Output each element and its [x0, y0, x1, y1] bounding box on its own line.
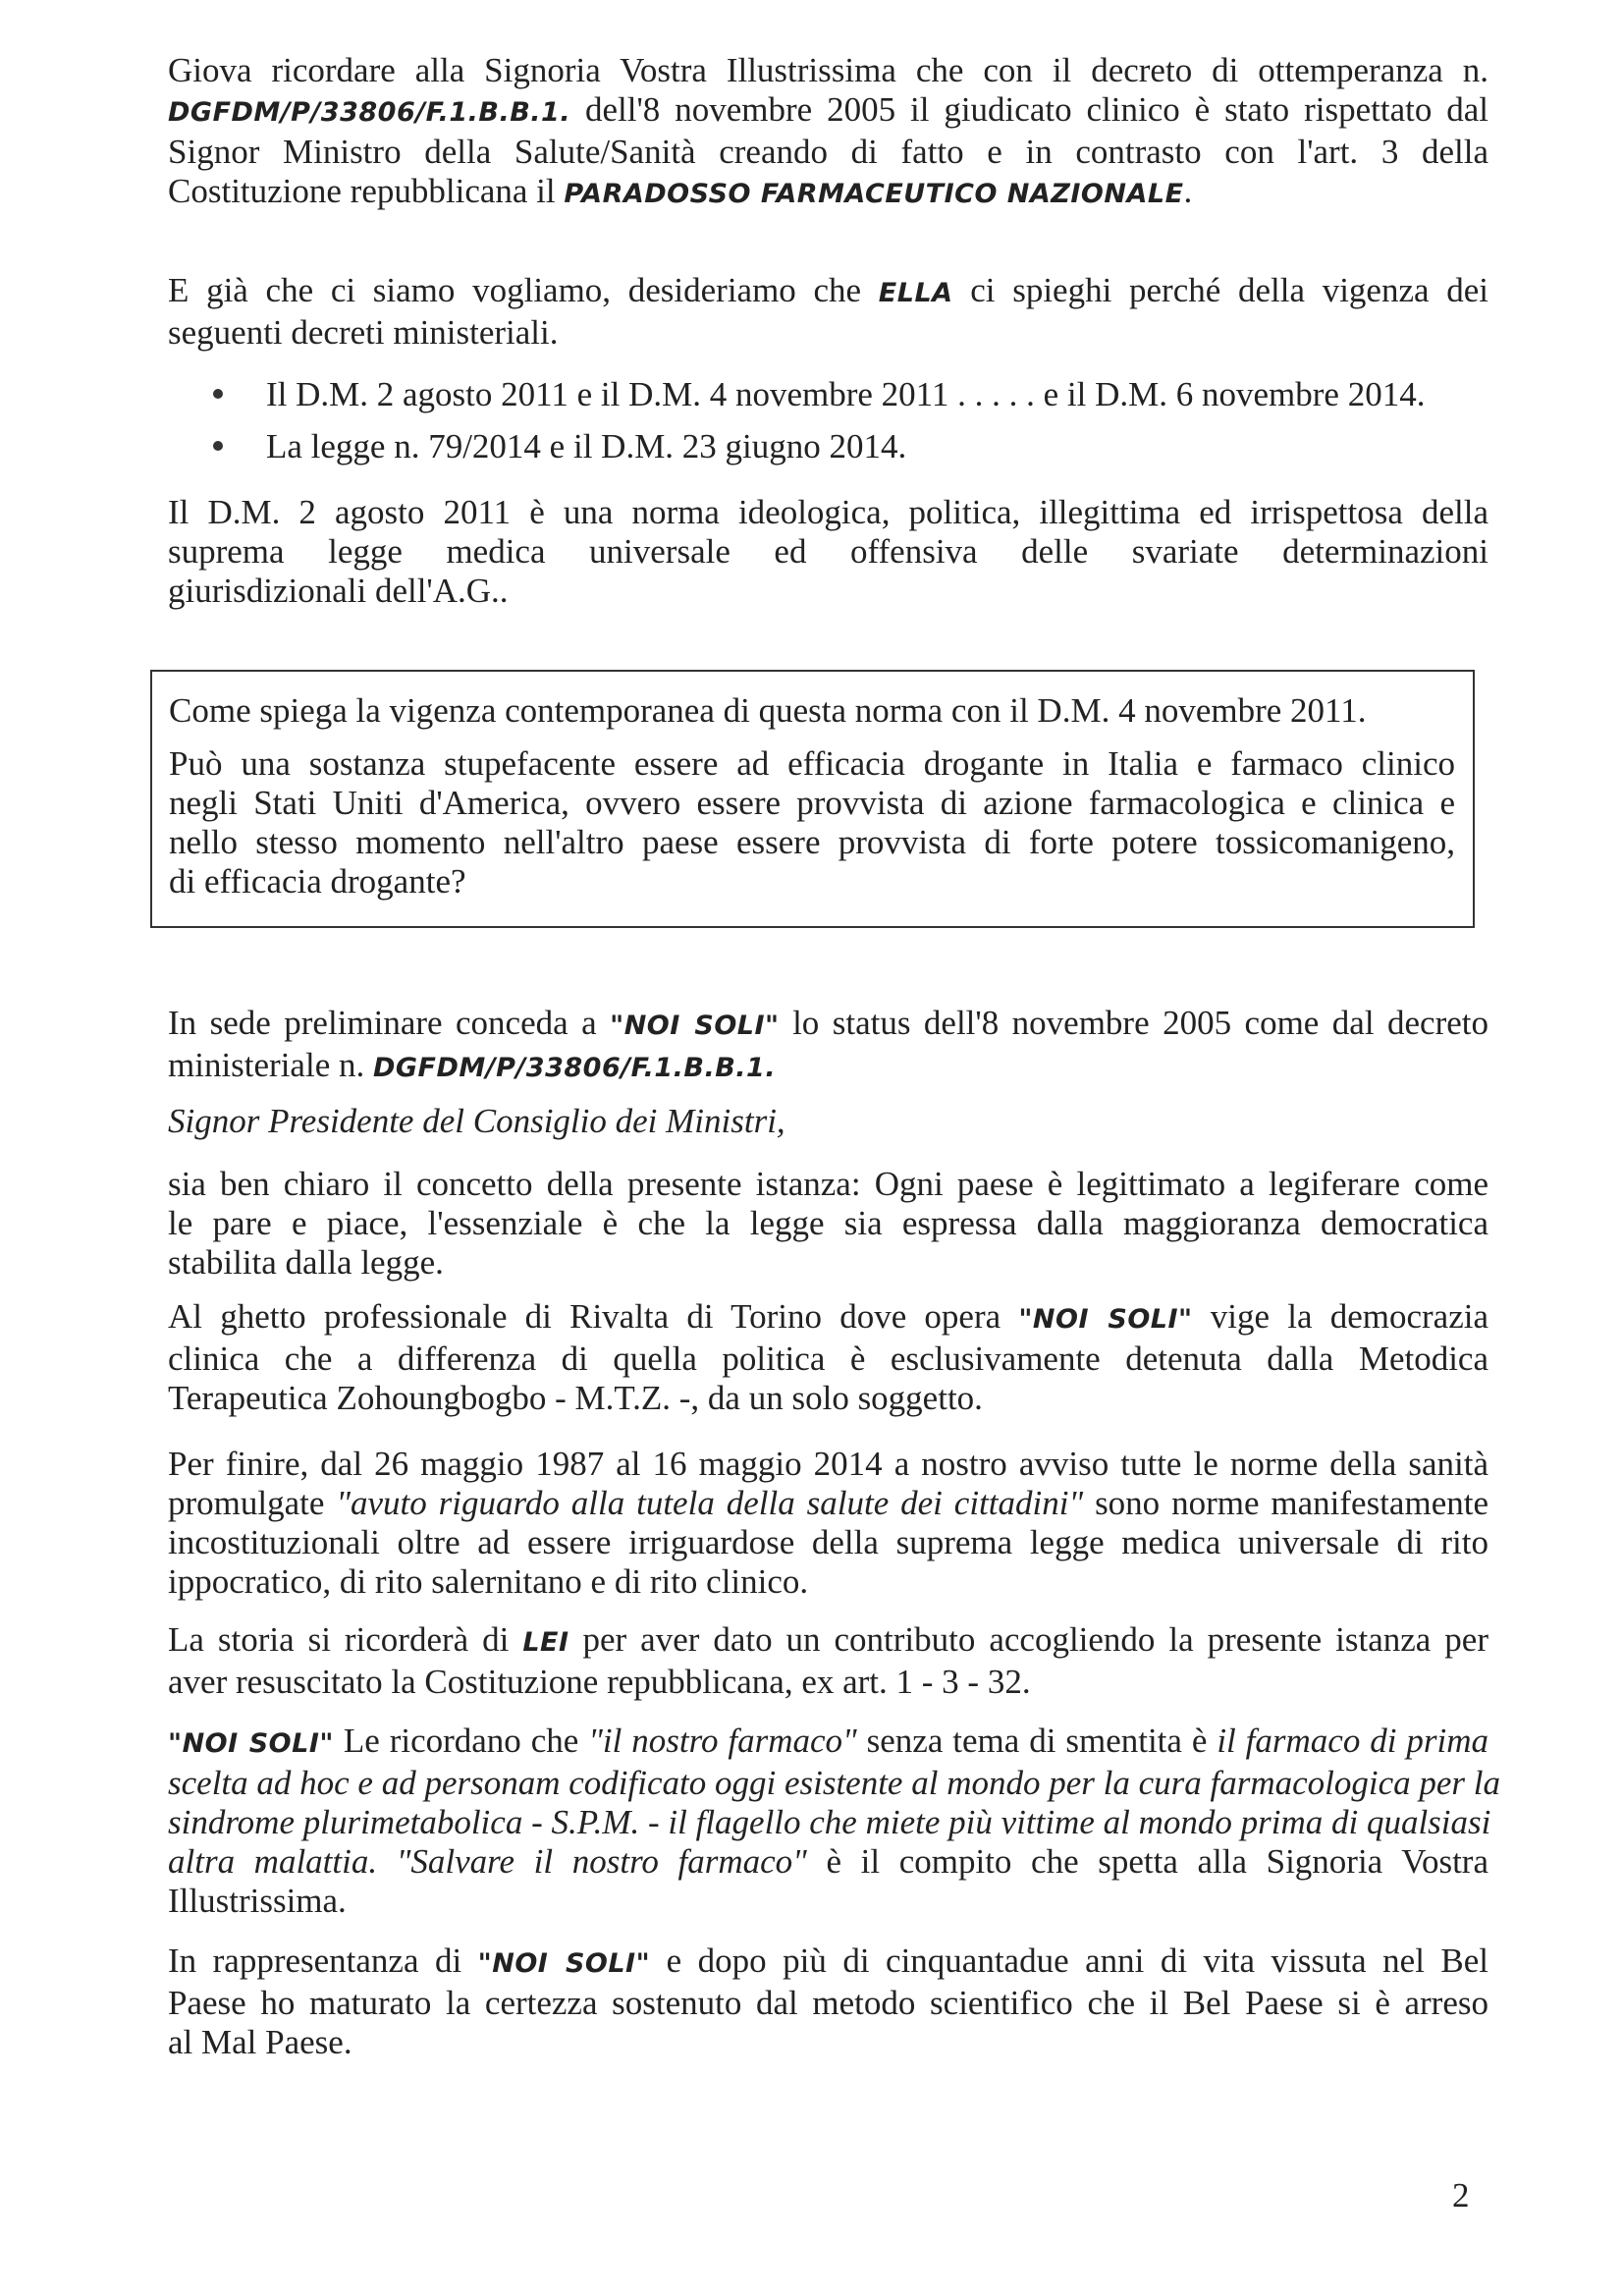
text-line: Il D.M. 2 agosto 2011 è una norma ideologica, politica, illegittima ed irrispettosa della — [168, 493, 1488, 531]
emphasis-paradox: PARADOSSO FARMACEUTICO NAZIONALE — [564, 179, 1184, 209]
text-line: clinica che a differenza di quella politica è esclusivamente detenuta dalla Metodica — [168, 1339, 1488, 1378]
text-line: giurisdizionali dell'A.G.. — [168, 572, 509, 610]
quote-italic: "avuto riguardo alla tutela della salute dei cittadini" — [336, 1484, 1084, 1522]
text-line: incostituzionali oltre ad essere irriguardose della suprema legge medica universale di rito — [168, 1523, 1488, 1561]
text-line: nello stesso momento nell'altro paese essere provvista di forte potere tossicomanigeno, — [169, 823, 1455, 861]
list-item: Il D.M. 2 agosto 2011 e il D.M. 4 novembre 2011 . . . . . e il D.M. 6 novembre 2014. — [209, 375, 1486, 427]
boxed-question — [150, 670, 1475, 928]
paragraph-explain-request — [168, 271, 1488, 353]
text-line: seguenti decreti ministeriali. — [168, 313, 559, 352]
text-line: Come spiega la vigenza contemporanea di questa norma con il D.M. 4 novembre 2011. — [169, 691, 1367, 730]
paragraph-history — [168, 1620, 1488, 1702]
text-line: Può una sostanza stupefacente essere ad efficacia drogante in Italia e farmaco clinico — [169, 744, 1455, 783]
box-paragraph — [169, 691, 1455, 731]
text-line: Per finire, dal 26 maggio 1987 al 16 maggio 2014 a nostro avviso tutte le norme della sanità — [168, 1445, 1488, 1483]
text-line: suprema legge medica universale ed offensiva delle svariate determinazioni — [168, 532, 1488, 571]
emphasis-noi-soli: "NOI SOLI" — [477, 1948, 651, 1979]
text-line: altra malattia. "Salvare il nostro farmaco" è il compito che spetta alla Signoria Vostra — [168, 1842, 1489, 1881]
emphasis-noi-soli: "NOI SOLI" — [168, 1728, 334, 1759]
text-line: di efficacia drogante? — [169, 862, 466, 901]
page-number: 2 — [1452, 2176, 1470, 2214]
text-line: sindrome plurimetabolica - S.P.M. - il flagello che miete più vittime al mondo prima di qualsiasi — [168, 1803, 1491, 1841]
text-line: Giova ricordare alla Signoria Vostra Illustrissima che con il decreto di ottemperanza n. — [168, 51, 1488, 89]
decree-code: DGFDM/P/33806/F.1.B.B.1. — [372, 1053, 777, 1083]
text-line: scelta ad hoc e ad personam codificato oggi esistente al mondo per la cura farmacologica per la — [168, 1764, 1501, 1802]
text-line: ministeriale n. DGFDM/P/33806/F.1.B.B.1. — [168, 1046, 777, 1084]
text-line: Al ghetto professionale di Rivalta di Torino dove opera "NOI SOLI" vige la democrazia — [168, 1297, 1488, 1336]
text-line: In sede preliminare conceda a "NOI SOLI" lo status dell'8 novembre 2005 come dal decreto — [168, 1004, 1488, 1042]
paragraph-our-drug — [168, 1722, 1501, 1921]
emphasis-noi-soli: "NOI SOLI" — [610, 1011, 780, 1041]
text-line: al Mal Paese. — [168, 2023, 352, 2061]
paragraph-unconstitutional — [168, 1445, 1488, 1602]
paragraph-concept — [168, 1165, 1488, 1283]
bullet-icon — [213, 441, 223, 451]
bullet-icon — [213, 389, 223, 399]
text-line: stabilita dalla legge. — [168, 1243, 444, 1282]
text-line: E già che ci siamo vogliamo, desideriamo che ELLA ci spieghi perché della vigenza dei — [168, 271, 1488, 309]
text-line: le pare e piace, l'essenziale è che la legge sia espressa dalla maggioranza democratica — [168, 1204, 1488, 1242]
text-line: sia ben chiaro il concetto della presente istanza: Ogni paese è legittimato a legiferare come — [168, 1165, 1488, 1203]
text-line: Costituzione repubblicana il PARADOSSO FARMACEUTICO NAZIONALE. — [168, 172, 1193, 210]
text-line: Paese ho maturato la certezza sostenuto dal metodo scientifico che il Bel Paese si è arreso — [168, 1984, 1488, 2022]
emphasis-lei: LEI — [522, 1627, 569, 1658]
box-paragraph — [169, 744, 1455, 902]
text-line: In rappresentanza di "NOI SOLI" e dopo più di cinquantadue anni di vita vissuta nel Bel — [168, 1941, 1489, 1980]
paragraph-status-request — [168, 1004, 1488, 1088]
emphasis-ella: ELLA — [878, 278, 953, 308]
text-line: ippocratico, di rito salernitano e di rito clinico. — [168, 1562, 809, 1601]
text-line: La storia si ricorderà di LEI per aver dato un contributo accogliendo la presente istanza per — [168, 1620, 1488, 1659]
text-line: Illustrissima. — [168, 1882, 347, 1920]
emphasis-noi-soli: "NOI SOLI" — [1018, 1304, 1193, 1335]
list-item: La legge n. 79/2014 e il D.M. 23 giugno 2014. — [209, 427, 1486, 479]
paragraph-ideological-norm — [168, 493, 1488, 611]
paragraph-ghetto — [168, 1297, 1488, 1418]
text-line: negli Stati Uniti d'America, ovvero essere provvista di azione farmacologica e clinica e — [169, 784, 1455, 822]
paragraph-decree-reminder — [168, 51, 1488, 214]
text-line: Terapeutica Zohoungbogbo - M.T.Z. -, da un solo soggetto. — [168, 1379, 983, 1417]
text-line: aver resuscitato la Costituzione repubblicana, ex art. 1 - 3 - 32. — [168, 1663, 1031, 1701]
salutation: Signor Presidente del Consiglio dei Ministri, — [168, 1102, 785, 1140]
text-line: Signor Ministro della Salute/Sanità creando di fatto e in contrasto con l'art. 3 della — [168, 133, 1488, 171]
decree-code: DGFDM/P/33806/F.1.B.B.1. — [168, 97, 571, 128]
text-line: DGFDM/P/33806/F.1.B.B.1. dell'8 novembre 2005 il giudicato clinico è stato rispettato dal — [168, 90, 1488, 129]
text-line: "NOI SOLI" Le ricordano che "il nostro farmaco" senza tema di smentita è il farmaco di prima — [168, 1722, 1489, 1760]
paragraph-bel-paese — [168, 1941, 1488, 2062]
text-line: promulgate "avuto riguardo alla tutela della salute dei cittadini" sono norme manifestamente — [168, 1484, 1488, 1522]
decree-bullet-list — [209, 375, 1486, 479]
